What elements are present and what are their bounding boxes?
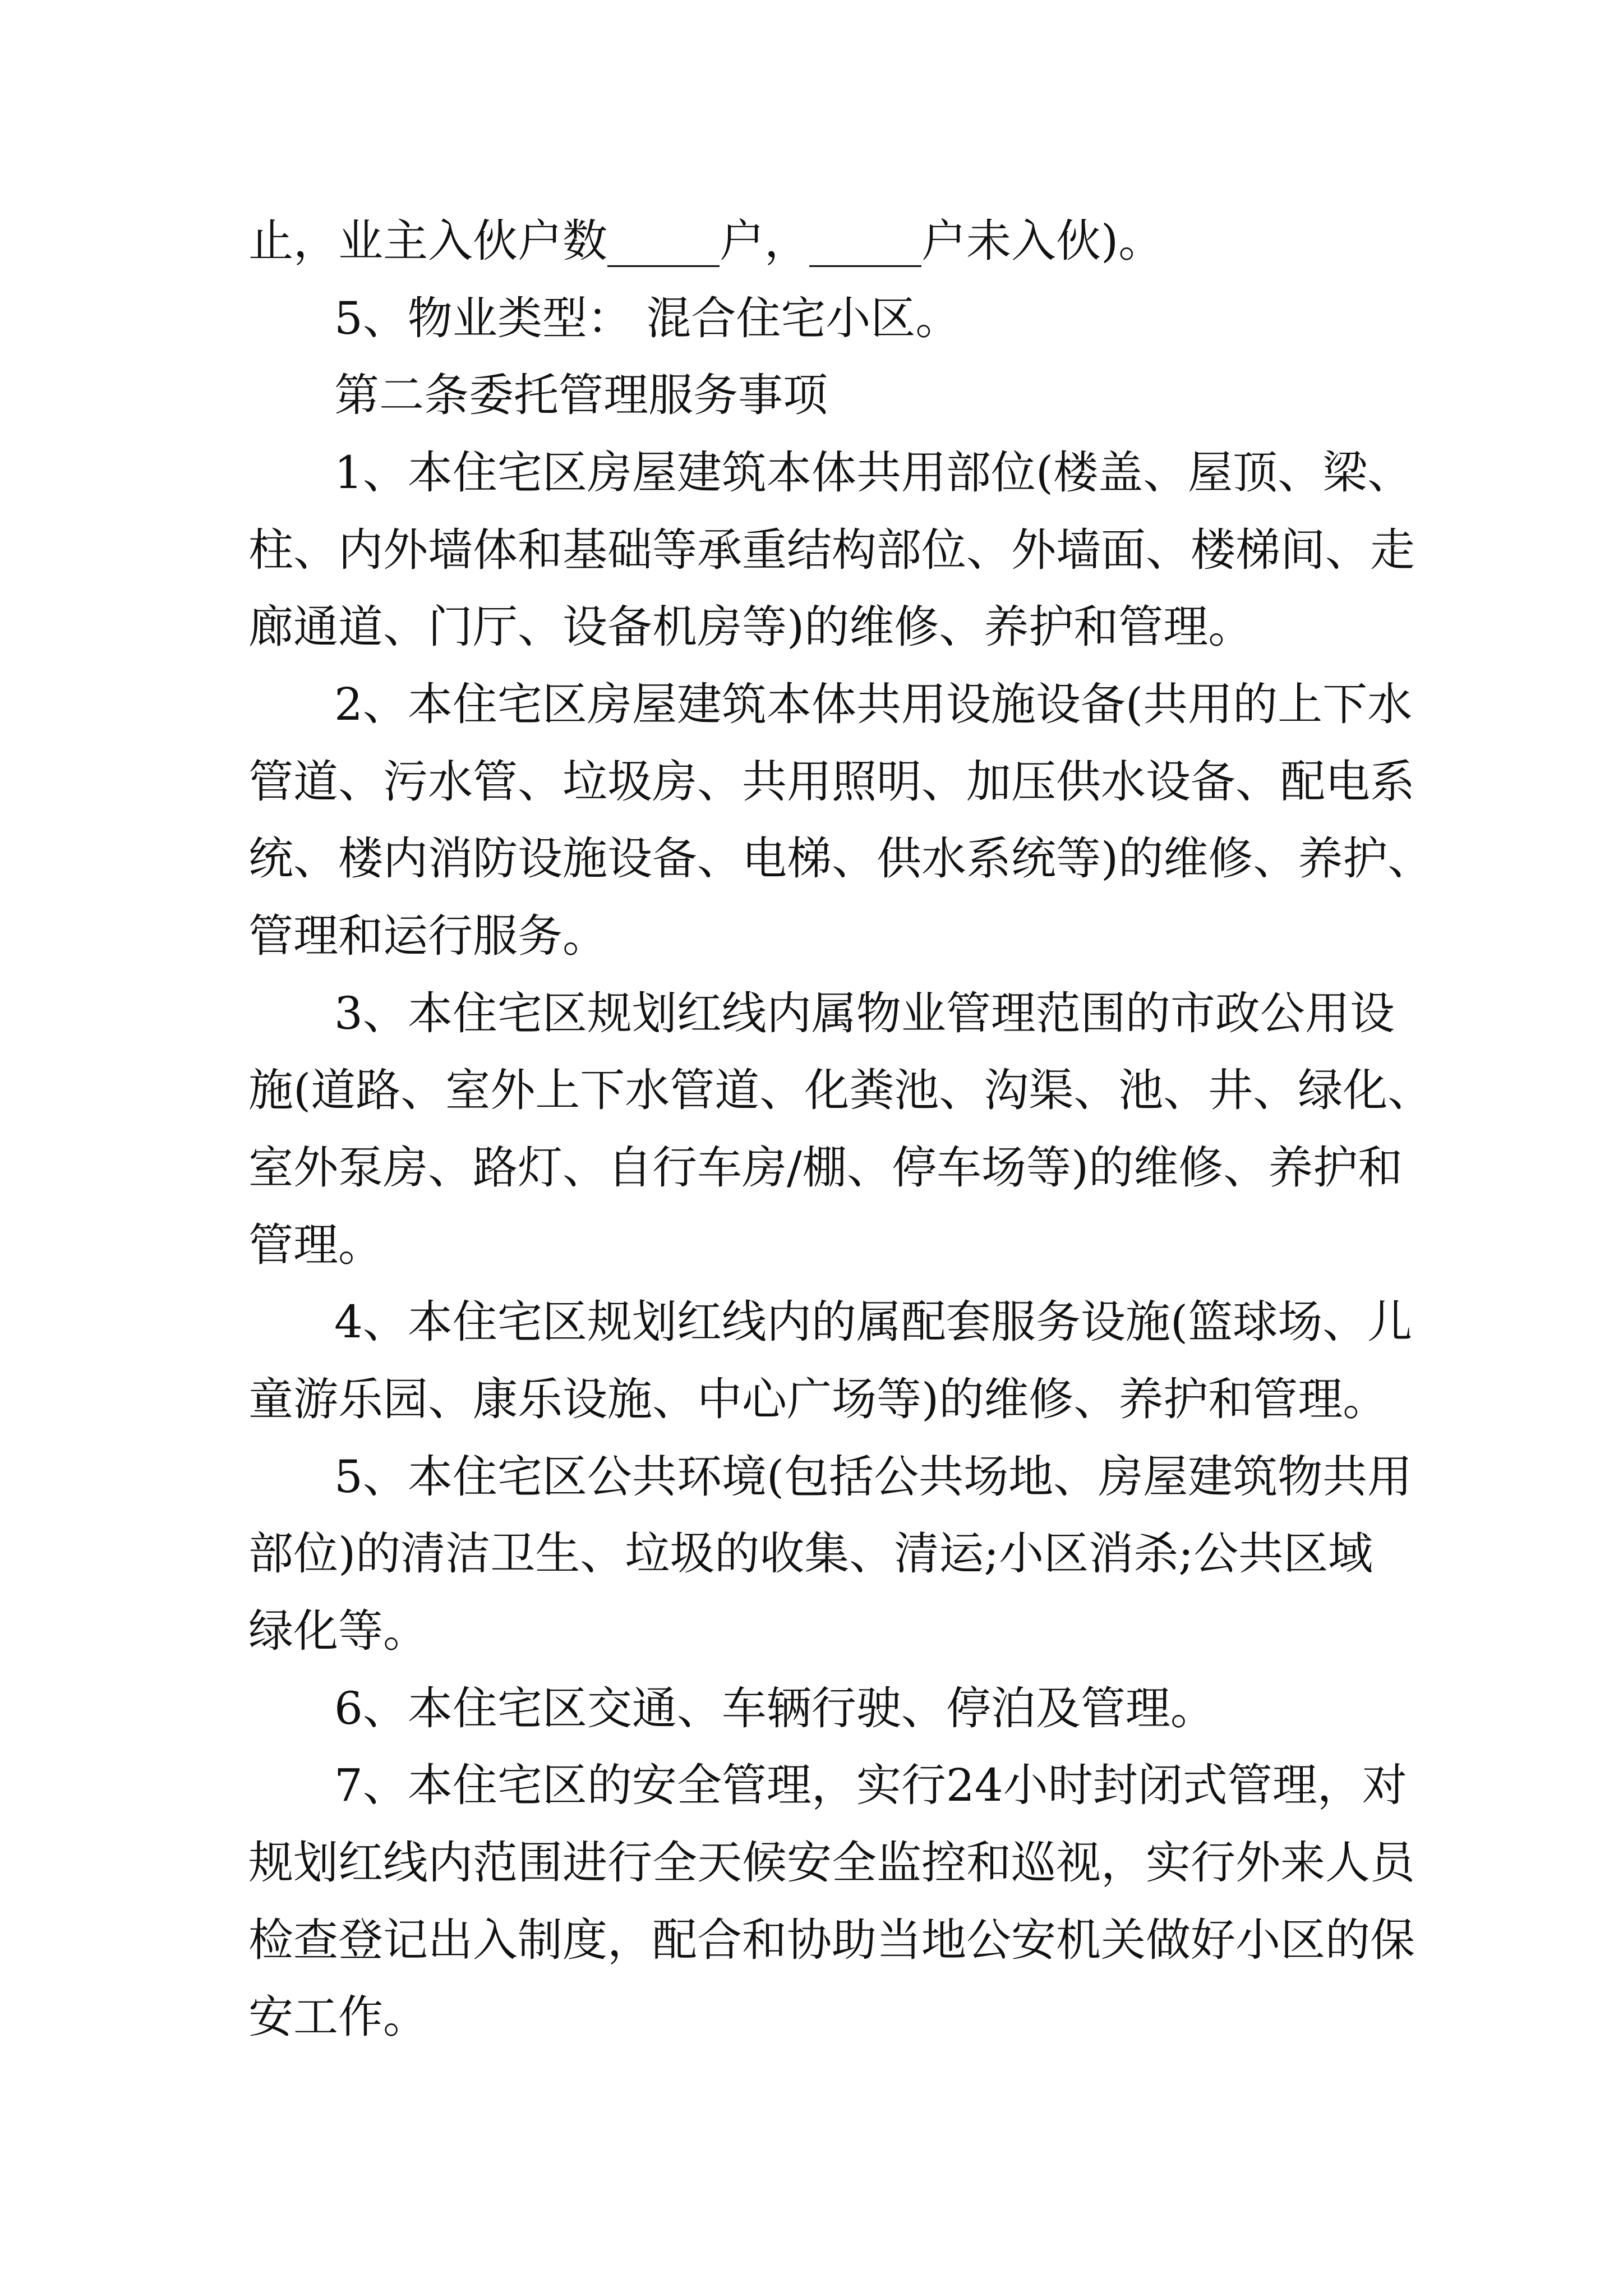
paragraph-line: 施(道路、室外上下水管道、化粪池、沟渠、池、井、绿化、 <box>248 1064 1433 1116</box>
paragraph-line: 童游乐园、康乐设施、中心广场等)的维修、养护和管理。 <box>248 1373 1388 1425</box>
paragraph-line: 柱、内外墙体和基础等承重结构部位、外墙面、楼梯间、走 <box>248 524 1415 576</box>
paragraph-line: 检查登记出入制度，配合和协助当地公安机关做好小区的保 <box>248 1914 1415 1966</box>
paragraph-line: 统、楼内消防设施设备、电梯、供水系统等)的维修、养护、 <box>248 832 1433 885</box>
paragraph-line: 3、本住宅区规划红线内属物业管理范围的市政公用设 <box>334 987 1395 1039</box>
paragraph-line: 室外泵房、路灯、自行车房/棚、停车场等)的维修、养护和 <box>248 1142 1403 1194</box>
paragraph-line: 管理和运行服务。 <box>248 910 607 962</box>
paragraph-line: 管理。 <box>248 1219 383 1271</box>
paragraph-line: 规划红线内范围进行全天候安全监控和巡视，实行外来人员 <box>248 1837 1415 1889</box>
paragraph-line: 廊通道、门厅、设备机房等)的维修、养护和管理。 <box>248 601 1253 653</box>
paragraph-line: 绿化等。 <box>248 1605 428 1657</box>
paragraph-line: 止，业主入伙户数_____户，_____户未入伙)。 <box>248 215 1164 267</box>
paragraph-line: 5、物业类型： 混合住宅小区。 <box>334 292 961 344</box>
paragraph-line: 4、本住宅区规划红线内的属配套服务设施(篮球场、儿 <box>334 1296 1413 1348</box>
paragraph-line: 管道、污水管、垃圾房、共用照明、加压供水设备、配电系 <box>248 756 1415 808</box>
paragraph-line: 部位)的清洁卫生、垃圾的收集、清运;小区消杀;公共区域 <box>248 1527 1373 1580</box>
paragraph-line: 2、本住宅区房屋建筑本体共用设施设备(共用的上下水 <box>334 678 1413 730</box>
paragraph-line: 5、本住宅区公共环境(包括公共场地、房屋建筑物共用 <box>334 1451 1413 1503</box>
paragraph-line: 7、本住宅区的安全管理，实行24小时封闭式管理，对 <box>334 1759 1407 1811</box>
paragraph-line: 安工作。 <box>248 1991 428 2043</box>
paragraph-line: 6、本住宅区交通、车辆行驶、停泊及管理。 <box>334 1682 1215 1734</box>
section-heading: 第二条委托管理服务事项 <box>334 369 828 421</box>
paragraph-line: 1、本住宅区房屋建筑本体共用部位(楼盖、屋顶、梁、 <box>334 447 1413 499</box>
